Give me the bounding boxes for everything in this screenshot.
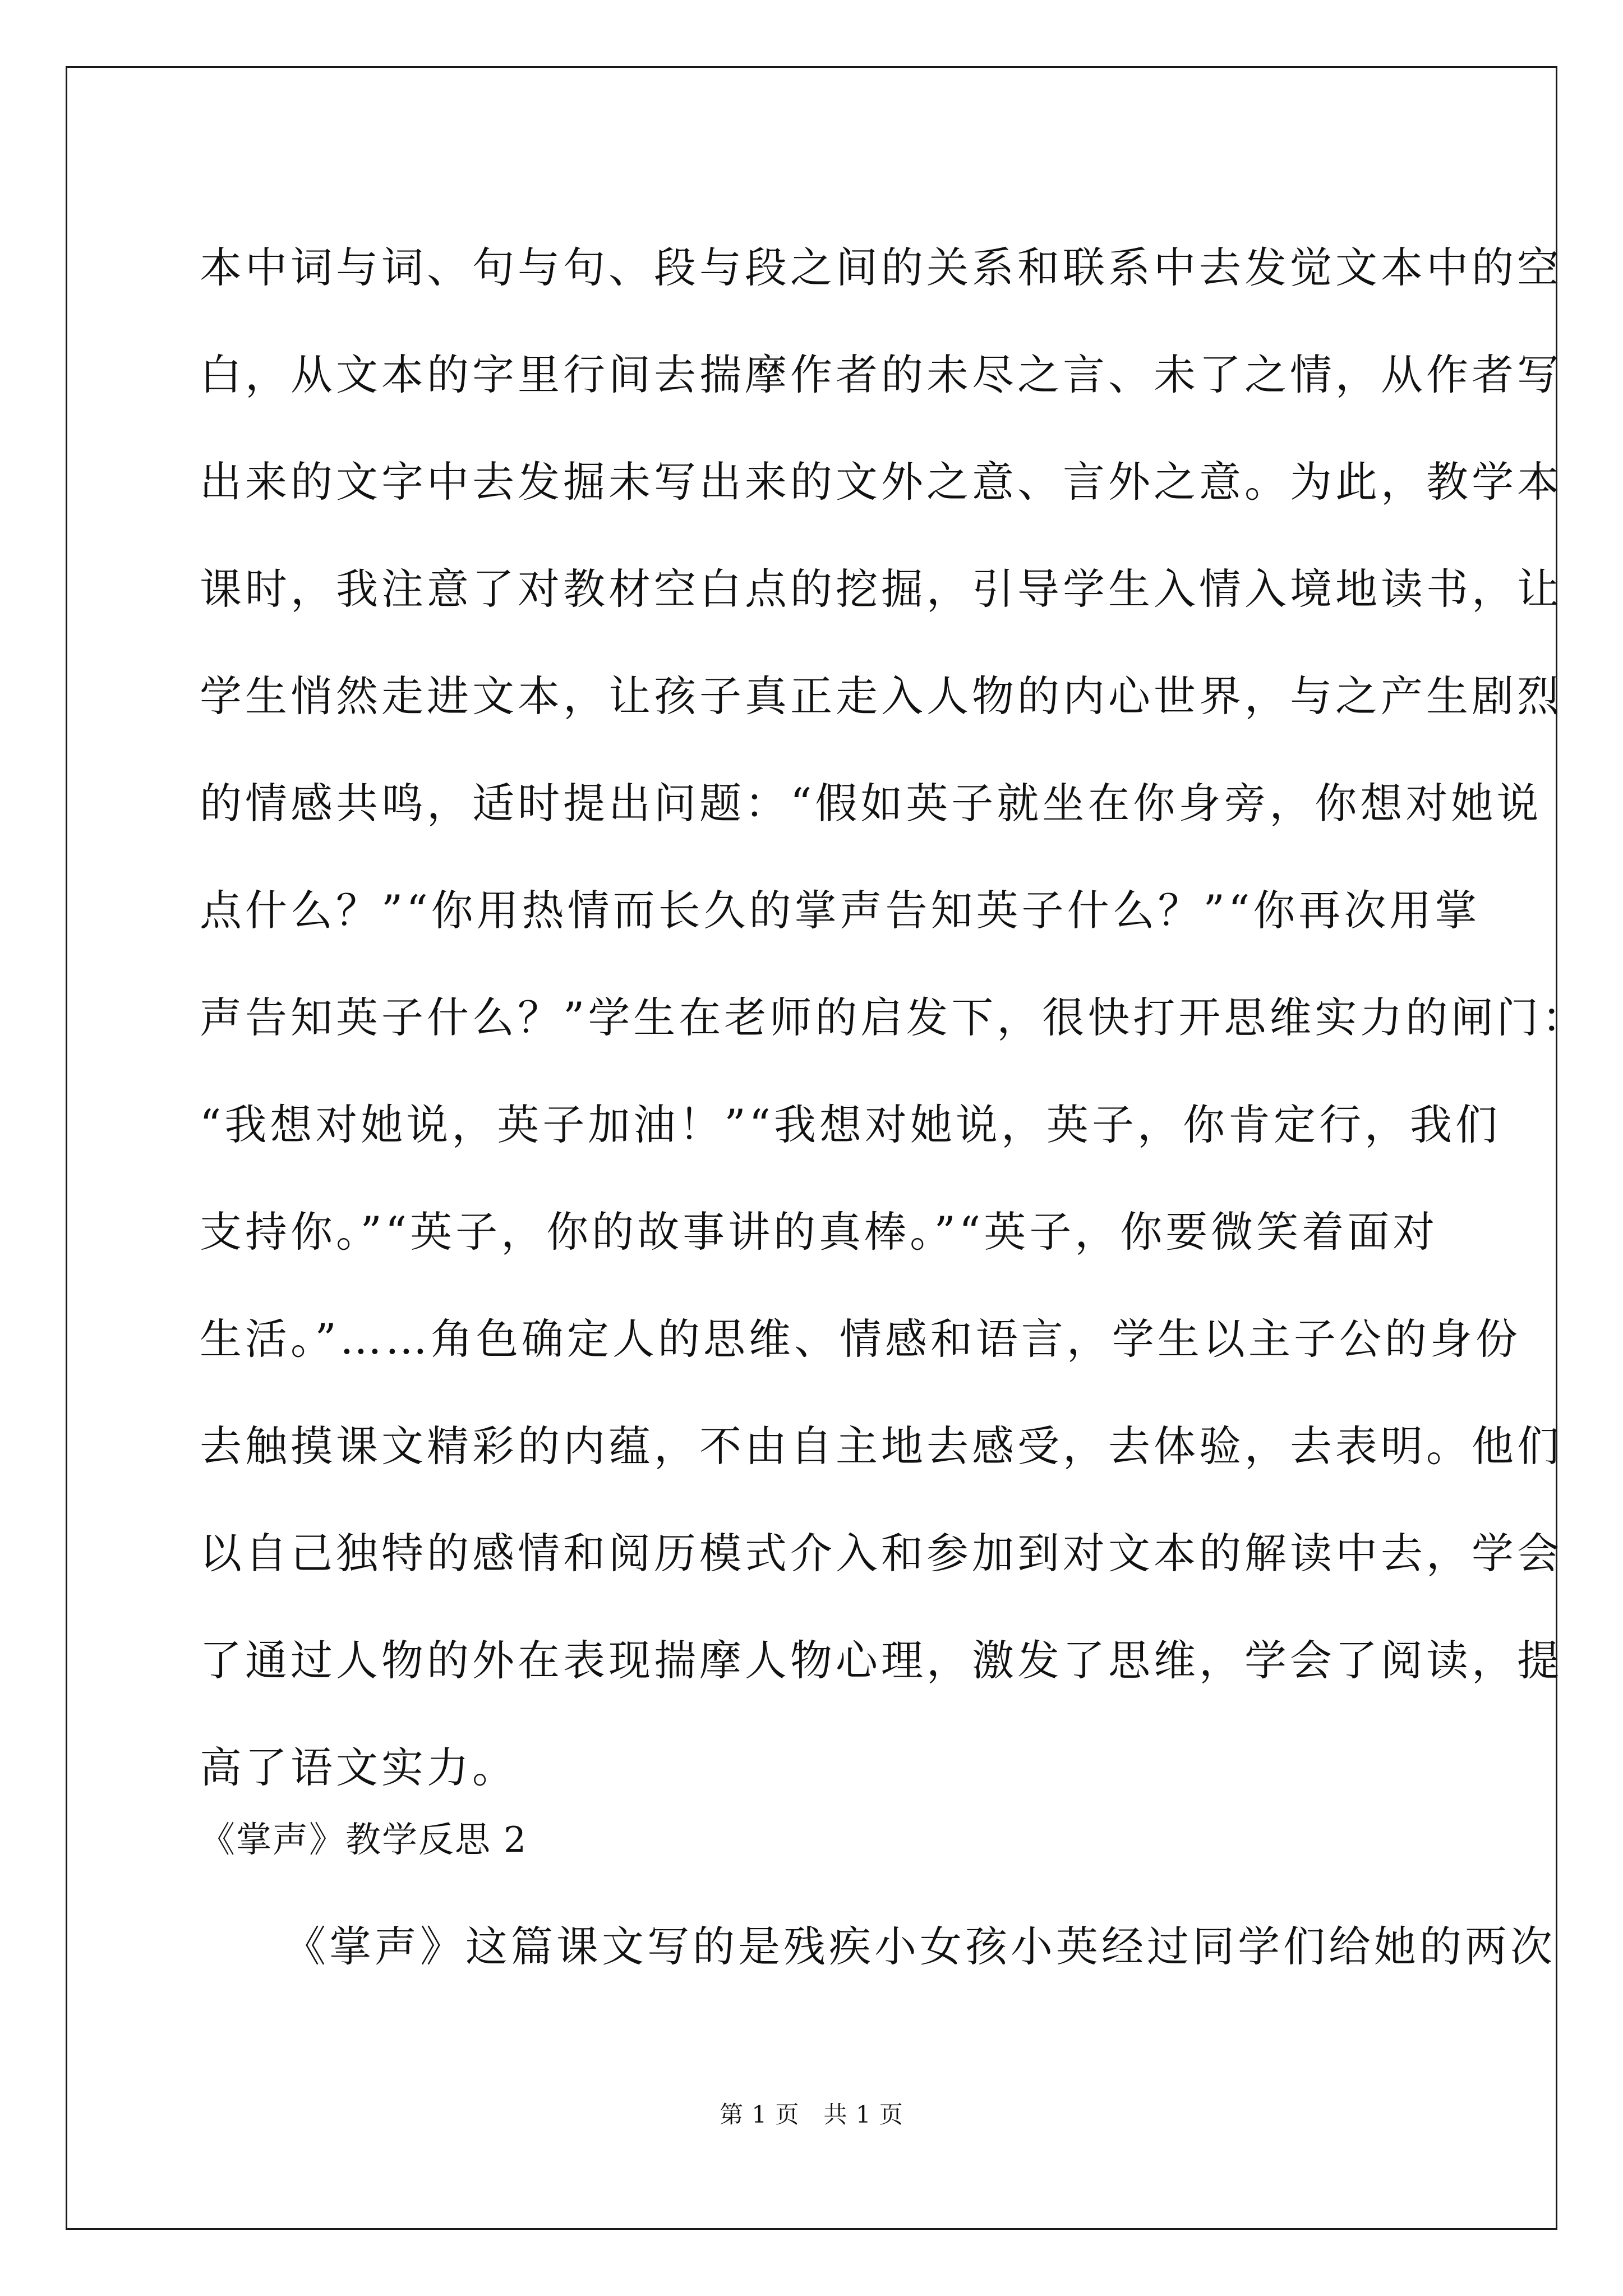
section-heading: 《掌声》教学反思 2 [200, 1819, 528, 1860]
paragraph-1-line: 出来的文字中去发掘未写出来的文外之意、言外之意。为此，教学本 [200, 457, 1563, 507]
paragraph-1-line: 生活。”……角色确定人的思维、情感和语言，学生以主子公的身份 [200, 1314, 1521, 1364]
paragraph-1-line: “我想对她说，英子加油！”“我想对她说，英子，你肯定行，我们 [200, 1100, 1501, 1149]
paragraph-1-line: 的情感共鸣，适时提出问题：“假如英子就坐在你身旁，你想对她说 [200, 779, 1542, 828]
paragraph-1-line: 本中词与词、句与句、段与段之间的关系和联系中去发觉文本中的空 [200, 243, 1563, 292]
paragraph-1-line: 白，从文本的字里行间去揣摩作者的未尽之言、未了之情，从作者写 [200, 350, 1563, 399]
paragraph-1-line: 点什么？”“你用热情而长久的掌声告知英子什么？”“你再次用掌 [200, 886, 1481, 935]
paragraph-1-line: 课时，我注意了对教材空白点的挖掘，引导学生入情入境地读书，让 [200, 564, 1563, 614]
paragraph-1-line: 了通过人物的外在表现揣摩人物心理，激发了思维，学会了阅读，提 [200, 1636, 1563, 1685]
paragraph-1-line: 支持你。”“英子，你的故事讲的真棒。”“英子，你要微笑着面对 [200, 1207, 1438, 1257]
paragraph-1-line: 去触摸课文精彩的内蕴，不由自主地去感受，去体验，去表明。他们 [200, 1421, 1563, 1471]
paragraph-1-line: 以自己独特的感情和阅历模式介入和参加到对文本的解读中去，学会 [200, 1529, 1563, 1578]
paragraph-2: 《掌声》这篇课文写的是残疾小女孩小英经过同学们给她的两次 [284, 1922, 1556, 1971]
paragraph-1-line: 高了语文实力。 [200, 1743, 518, 1792]
paragraph-1-line: 声告知英子什么？”学生在老师的启发下，很快打开思维实力的闸门： [200, 993, 1588, 1042]
paragraph-1-line: 学生悄然走进文本，让孩子真正走入人物的内心世界，与之产生剧烈 [200, 671, 1563, 721]
page-footer: 第 1 页 共 1 页 [720, 2101, 903, 2128]
paragraph-1 [200, 214, 1588, 1821]
